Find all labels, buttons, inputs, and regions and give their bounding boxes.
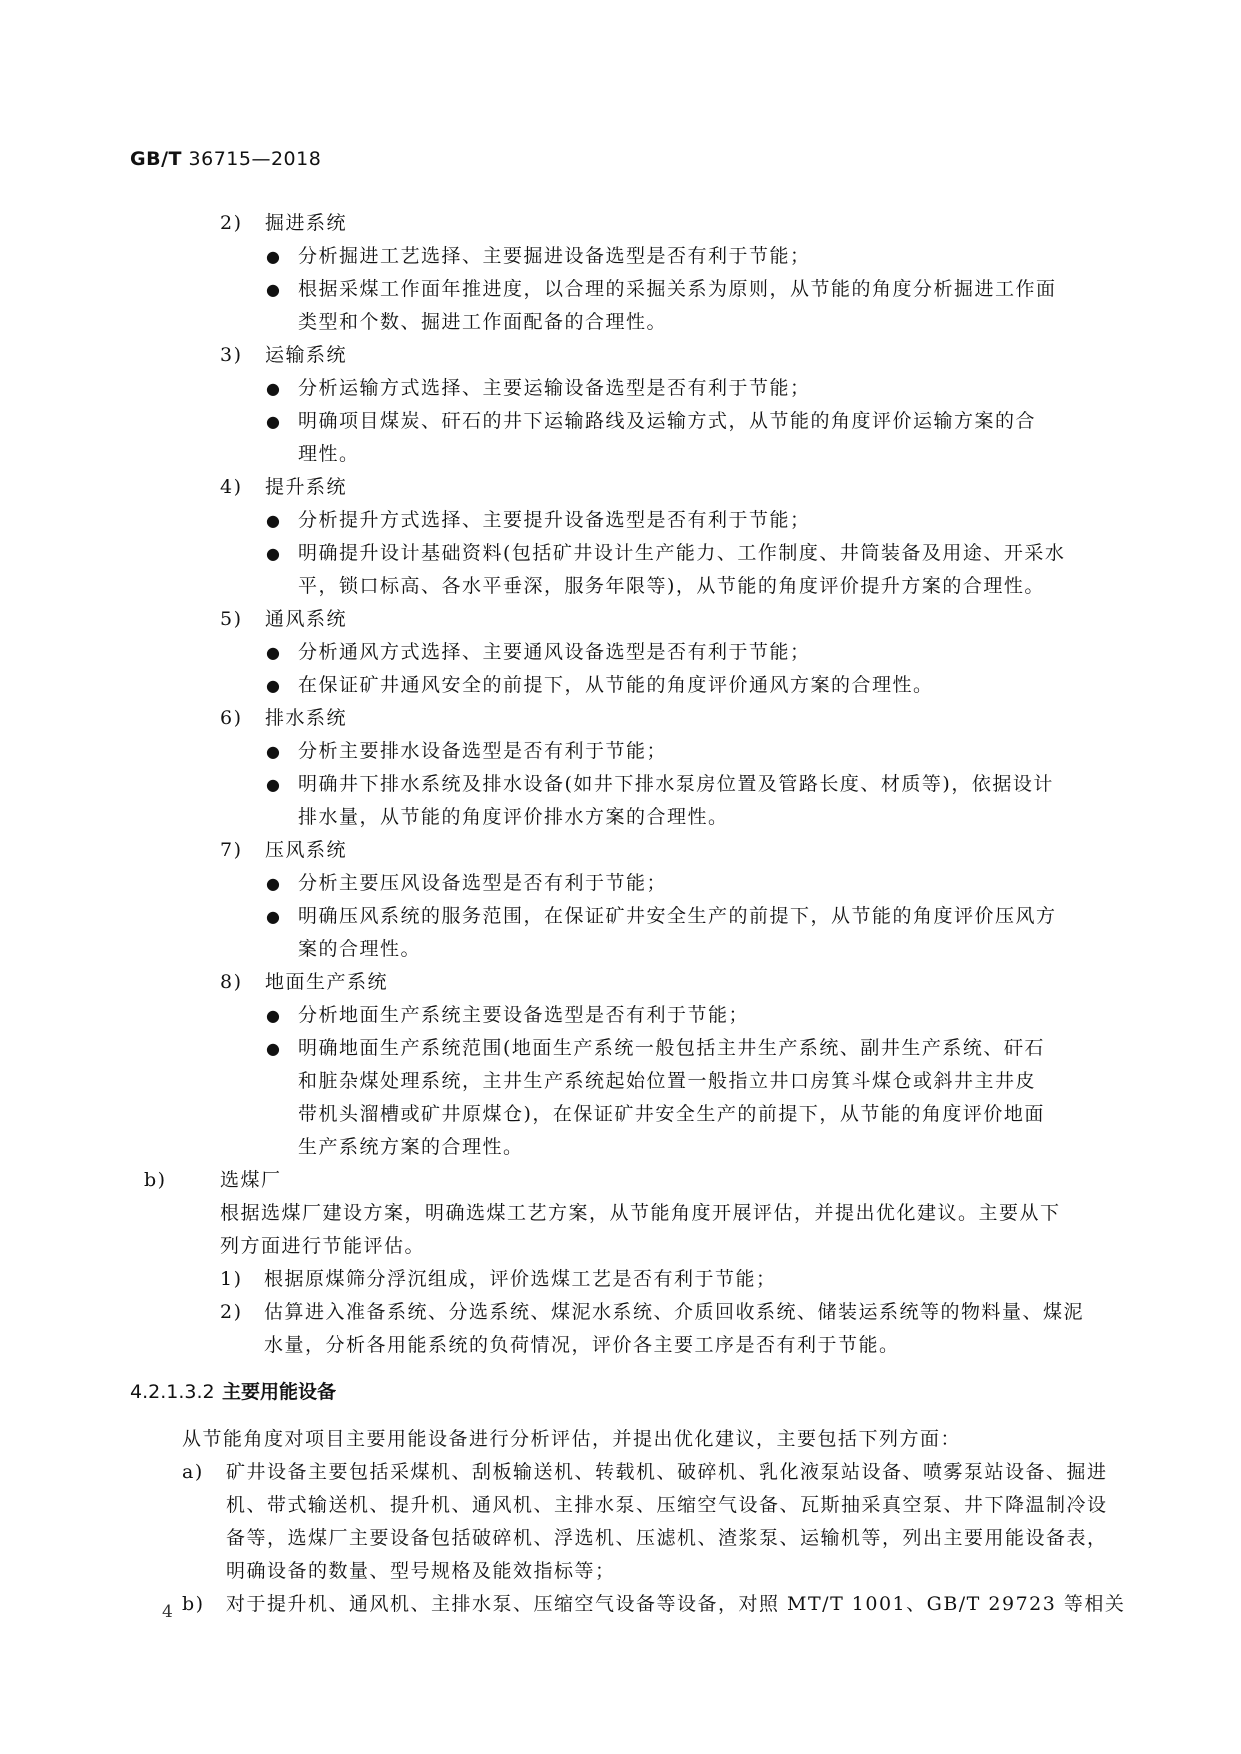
list-item-text: 对于提升机、通风机、主排水泵、压缩空气设备等设备，对照 MT/T 1001、GB/T 29723 等相关: [226, 1593, 1126, 1615]
paragraph-text: 列方面进行节能评估。: [220, 1235, 426, 1257]
bullet-line: [130, 1065, 1100, 1098]
bullet-text: 在保证矿井通风安全的前提下，从节能的角度评价通风方案的合理性。: [298, 674, 934, 696]
bullet-text: 分析掘进工艺选择、主要掘进设备选型是否有利于节能；: [298, 245, 811, 267]
bullet-line: [130, 537, 1100, 570]
system-title: 地面生产系统: [265, 971, 389, 993]
system-title: 通风系统: [265, 608, 348, 630]
bullet-text: 分析提升方式选择、主要提升设备选型是否有利于节能；: [298, 509, 811, 531]
list-item-line: [130, 1329, 1100, 1362]
bullet-line: [130, 273, 1100, 306]
bullet-text: 分析地面生产系统主要设备选型是否有利于节能；: [298, 1004, 750, 1026]
bullet-text: 类型和个数、掘进工作面配备的合理性。: [298, 311, 668, 333]
bullet-line: [130, 669, 1100, 702]
bullet-text: 排水量，从节能的角度评价排水方案的合理性。: [298, 806, 729, 828]
system-heading: [130, 207, 1100, 240]
bullet-line: [130, 933, 1100, 966]
bullet-icon: ●: [266, 247, 282, 266]
item-number: 2): [220, 1301, 243, 1323]
bullet-icon: ●: [266, 544, 282, 563]
standard-code: [130, 148, 321, 170]
list-item-text: 矿井设备主要包括采煤机、刮板输送机、转载机、破碎机、乳化液泵站设备、喷雾泵站设备、掘进: [226, 1461, 1108, 1483]
bullet-text: 分析主要排水设备选型是否有利于节能；: [298, 740, 668, 762]
bullet-line: [130, 867, 1100, 900]
bullet-icon: ●: [266, 1006, 282, 1025]
coal-plant-heading: [130, 1164, 1100, 1197]
system-heading: [130, 603, 1100, 636]
list-item-line: [130, 1263, 1100, 1296]
bullet-text: 分析通风方式选择、主要通风设备选型是否有利于节能；: [298, 641, 811, 663]
bullet-icon: ●: [266, 643, 282, 662]
bullet-icon: ●: [266, 676, 282, 695]
bullet-line: [130, 372, 1100, 405]
bullet-text: 分析主要压风设备选型是否有利于节能；: [298, 872, 668, 894]
bullet-text: 根据采煤工作面年推进度，以合理的采掘关系为原则，从节能的角度分析掘进工作面: [298, 278, 1057, 300]
item-number: 5): [220, 608, 243, 630]
item-number: b): [182, 1593, 205, 1615]
item-number: 8): [220, 971, 243, 993]
system-heading: [130, 966, 1100, 999]
system-title: 掘进系统: [265, 212, 348, 234]
section-heading: [130, 1376, 1100, 1409]
item-number: 3): [220, 344, 243, 366]
bullet-line: [130, 405, 1100, 438]
bullet-icon: ●: [266, 775, 282, 794]
bullet-icon: ●: [266, 379, 282, 398]
section-title: 主要用能设备: [222, 1381, 337, 1403]
bullet-icon: ●: [266, 742, 282, 761]
paragraph-text: 根据选煤厂建设方案，明确选煤工艺方案，从节能角度开展评估，并提出优化建议。主要从下: [220, 1202, 1061, 1224]
list-item-text: 机、带式输送机、提升机、通风机、主排水泵、压缩空气设备、瓦斯抽采真空泵、井下降温制冷设: [226, 1494, 1108, 1516]
bullet-icon: ●: [266, 874, 282, 893]
list-item-line: [130, 1588, 1126, 1621]
item-number: 1): [220, 1268, 243, 1290]
bullet-line: [130, 240, 1100, 273]
system-title: 排水系统: [265, 707, 348, 729]
section-number: 4.2.1.3.2: [130, 1381, 215, 1403]
bullet-icon: ●: [266, 1039, 282, 1058]
system-heading: [130, 834, 1100, 867]
bullet-line: [130, 999, 1100, 1032]
bullet-line: [130, 1032, 1100, 1065]
item-number: b): [144, 1169, 167, 1191]
bullet-text: 明确提升设计基础资料(包括矿井设计生产能力、工作制度、井筒装备及用途、开采水: [298, 542, 1066, 564]
bullet-line: [130, 768, 1100, 801]
item-number: 7): [220, 839, 243, 861]
bullet-line: [130, 735, 1100, 768]
bullet-text: 分析运输方式选择、主要运输设备选型是否有利于节能；: [298, 377, 811, 399]
list-item-text: 备等，选煤厂主要设备包括破碎机、浮选机、压滤机、渣浆泵、运输机等，列出主要用能设备表，: [226, 1527, 1108, 1549]
bullet-text: 案的合理性。: [298, 938, 422, 960]
list-item-text: 明确设备的数量、型号规格及能效指标等；: [226, 1560, 616, 1582]
bullet-line: [130, 1098, 1100, 1131]
bullet-text: 平，锁口标高、各水平垂深，服务年限等)，从节能的角度评价提升方案的合理性。: [298, 575, 1045, 597]
bullet-icon: ●: [266, 280, 282, 299]
list-item-line: [130, 1555, 1100, 1588]
bullet-text: 生产系统方案的合理性。: [298, 1136, 524, 1158]
bullet-text: 明确项目煤炭、矸石的井下运输路线及运输方式，从节能的角度评价运输方案的合: [298, 410, 1037, 432]
system-heading: [130, 471, 1100, 504]
standard-code-number: 36715—2018: [188, 148, 322, 170]
bullet-line: [130, 504, 1100, 537]
bullet-icon: ●: [266, 511, 282, 530]
coal-plant-title: 选煤厂: [220, 1169, 282, 1191]
paragraph-line: [130, 1197, 1100, 1230]
bullet-line: [130, 438, 1100, 471]
bullet-text: 理性。: [298, 443, 360, 465]
list-item-text: 估算进入准备系统、分选系统、煤泥水系统、介质回收系统、储装运系统等的物料量、煤泥: [264, 1301, 1085, 1323]
bullet-line: [130, 306, 1100, 339]
list-item-line: [130, 1522, 1108, 1555]
list-item-text: 水量，分析各用能系统的负荷情况，评价各主要工序是否有利于节能。: [264, 1334, 900, 1356]
bullet-text: 带机头溜槽或矿井原煤仓)，在保证矿井安全生产的前提下，从节能的角度评价地面: [298, 1103, 1045, 1125]
item-number: 2): [220, 212, 243, 234]
bullet-line: [130, 636, 1100, 669]
bullet-icon: ●: [266, 412, 282, 431]
bullet-line: [130, 900, 1100, 933]
bullet-line: [130, 801, 1100, 834]
bullet-text: 明确压风系统的服务范围，在保证矿井安全生产的前提下，从节能的角度评价压风方: [298, 905, 1057, 927]
section-intro-text: 从节能角度对项目主要用能设备进行分析评估，并提出优化建议，主要包括下列方面：: [182, 1428, 962, 1450]
item-number: a): [182, 1461, 204, 1483]
page-number: 4: [162, 1602, 173, 1622]
paragraph-line: [130, 1230, 1100, 1263]
section-intro: [130, 1423, 1100, 1456]
list-item-text: 根据原煤筛分浮沉组成，评价选煤工艺是否有利于节能；: [264, 1268, 777, 1290]
list-item-line: [130, 1456, 1108, 1489]
system-title: 压风系统: [265, 839, 348, 861]
item-number: 6): [220, 707, 243, 729]
system-heading: [130, 339, 1100, 372]
system-heading: [130, 702, 1100, 735]
list-item-line: [130, 1296, 1100, 1329]
bullet-text: 和脏杂煤处理系统，主井生产系统起始位置一般指立井口房箕斗煤仓或斜井主井皮: [298, 1070, 1037, 1092]
list-item-line: [130, 1489, 1108, 1522]
bullet-line: [130, 1131, 1100, 1164]
system-title: 提升系统: [265, 476, 348, 498]
document-body: [130, 207, 1126, 1621]
item-number: 4): [220, 476, 243, 498]
bullet-line: [130, 570, 1100, 603]
bullet-text: 明确井下排水系统及排水设备(如井下排水泵房位置及管路长度、材质等)，依据设计: [298, 773, 1054, 795]
bullet-icon: ●: [266, 907, 282, 926]
system-title: 运输系统: [265, 344, 348, 366]
standard-code-prefix: GB/T: [130, 148, 182, 170]
bullet-text: 明确地面生产系统范围(地面生产系统一般包括主井生产系统、副井生产系统、矸石: [298, 1037, 1045, 1059]
